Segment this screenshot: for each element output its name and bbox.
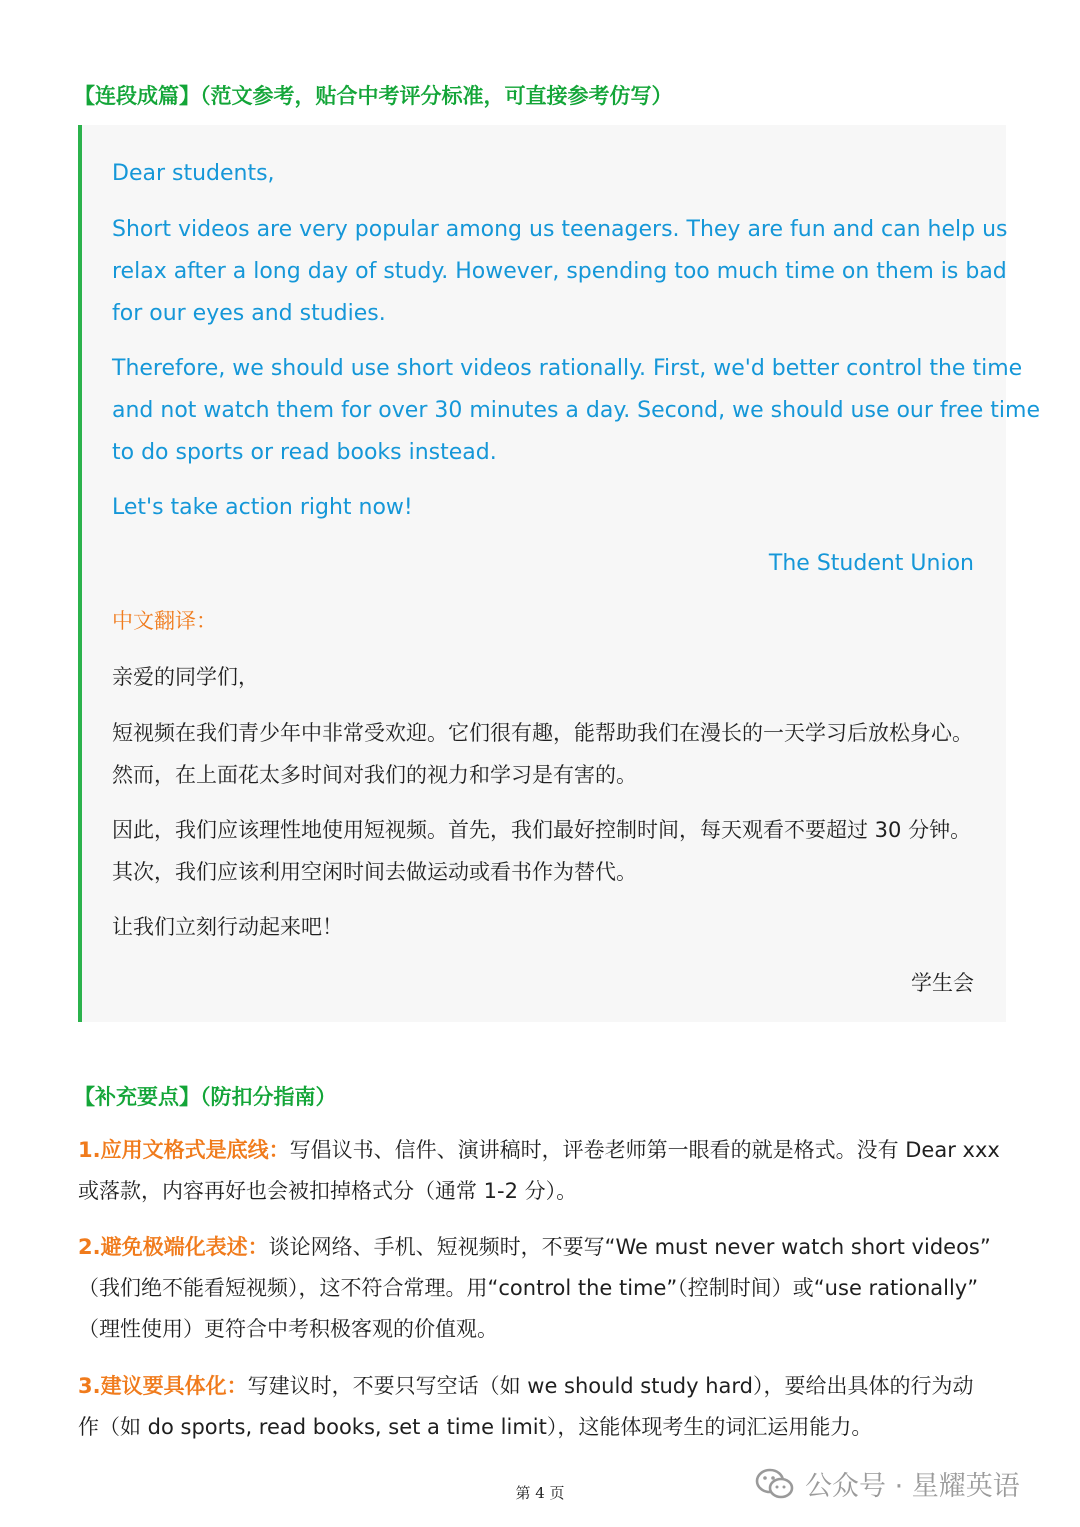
section-heading-model-essay: 【连段成篇】（范文参考，贴合中考评分标准，可直接参考仿写）: [74, 84, 673, 108]
tip-line: （理性使用）更符合中考积极客观的价值观。: [78, 1317, 498, 1341]
letter-line: and not watch them for over 30 minutes a day. Second, we should use our free time: [112, 398, 1040, 423]
tip-line: 作（如 do sports, read books, set a time limit），这能体现考生的词汇运用能力。: [78, 1415, 873, 1439]
tip-3: [78, 1366, 1008, 1448]
tip-first-line: [78, 1130, 1008, 1171]
tip-line: 或落款，内容再好也会被扣掉格式分（通常 1-2 分）。: [78, 1179, 578, 1203]
letter-line: Short videos are very popular among us teenagers. They are fun and can help us: [112, 217, 1008, 242]
letter-line: Therefore, we should use short videos rationally. First, we'd better control the time: [112, 356, 1023, 381]
translation-line: 然而，在上面花太多时间对我们的视力和学习是有害的。: [112, 763, 637, 787]
letter-paragraph-1: [112, 209, 1008, 335]
letter-greeting: Dear students,: [112, 161, 275, 186]
page-number: 第 4 页: [515, 1484, 565, 1502]
translation-line: 其次，我们应该利用空闲时间去做运动或看书作为替代。: [112, 860, 637, 884]
translation-signature: 学生会: [911, 971, 974, 995]
tip-line: （我们绝不能看短视频），这不符合常理。用“control the time”（控制时间）或“use rationally”: [78, 1276, 979, 1300]
tip-text: 写建议时，不要只写空话（如 we should study hard），要给出具体的行为动: [247, 1374, 974, 1398]
tip-text: 写倡议书、信件、演讲稿时，评卷老师第一眼看的就是格式。没有 Dear xxx: [289, 1138, 1000, 1162]
letter-paragraph-2: [112, 348, 1040, 474]
letter-line: for our eyes and studies.: [112, 301, 386, 326]
tip-first-line: [78, 1227, 1008, 1268]
translation-paragraph-1: [112, 712, 974, 796]
tip-1: [78, 1130, 1008, 1212]
letter-closing: Let's take action right now!: [112, 495, 413, 520]
tip-title: 3.建议要具体化：: [78, 1374, 248, 1398]
wechat-icon: [755, 1467, 795, 1501]
tip-text: 谈论网络、手机、短视频时，不要写“We must never watch short videos”: [268, 1235, 991, 1259]
letter-line: to do sports or read books instead.: [112, 440, 497, 465]
watermark-text: 公众号 · 星耀英语: [805, 1471, 1020, 1502]
section-heading-tips: 【补充要点】（防扣分指南）: [74, 1085, 337, 1109]
translation-closing: 让我们立刻行动起来吧！: [112, 915, 343, 939]
translation-paragraph-2: [112, 809, 974, 893]
translation-greeting: 亲爱的同学们，: [112, 665, 259, 689]
translation-line: 因此，我们应该理性地使用短视频。首先，我们最好控制时间，每天观看不要超过 30 分钟。: [112, 818, 972, 842]
letter-signature: The Student Union: [768, 551, 974, 576]
tip-title: 1.应用文格式是底线：: [78, 1138, 290, 1162]
tip-first-line: [78, 1366, 1008, 1407]
tip-2: [78, 1227, 1008, 1350]
tip-title: 2.避免极端化表述：: [78, 1235, 269, 1259]
letter-line: relax after a long day of study. However, spending too much time on them is bad: [112, 259, 1007, 284]
translation-line: 短视频在我们青少年中非常受欢迎。它们很有趣，能帮助我们在漫长的一天学习后放松身心。: [112, 721, 973, 745]
wechat-watermark: [755, 1464, 1020, 1503]
translation-label: 中文翻译：: [112, 609, 217, 633]
